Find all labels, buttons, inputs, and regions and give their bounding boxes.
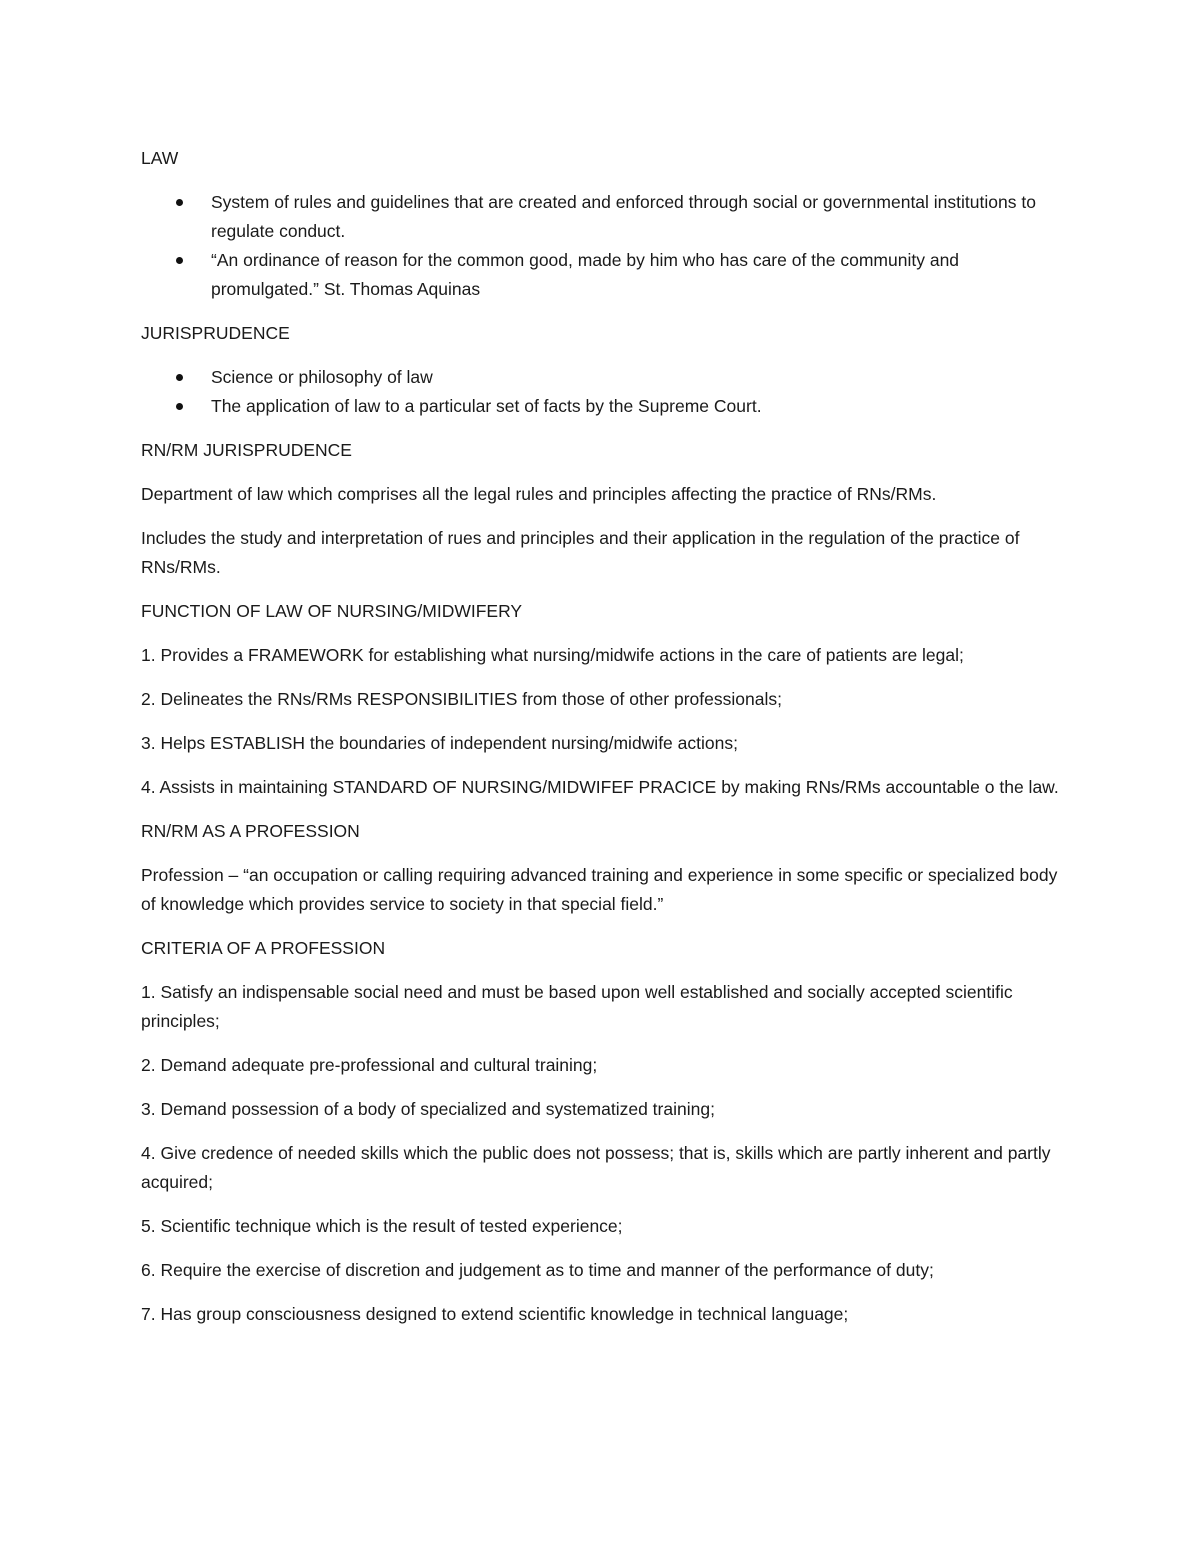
heading-rn-rm-jurisprudence: RN/RM JURISPRUDENCE <box>141 440 352 460</box>
numbered-item: 2. Delineates the RNs/RMs RESPONSIBILITIES from those of other professionals; <box>141 689 782 709</box>
numbered-item: 4. Assists in maintaining STANDARD OF NURSING/MIDWIFEF PRACICE by making RNs/RMs accountable o the law. <box>141 777 1059 797</box>
bullet-icon <box>176 374 183 381</box>
paragraph: Department of law which comprises all the legal rules and principles affecting the practice of RNs/RMs. <box>141 484 937 504</box>
numbered-item: 3. Demand possession of a body of specialized and systematized training; <box>141 1099 715 1119</box>
numbered-item: 7. Has group consciousness designed to extend scientific knowledge in technical language; <box>141 1304 849 1324</box>
jurisprudence-bullet-list <box>141 363 1066 421</box>
list-item <box>141 363 1066 392</box>
list-item <box>141 246 1066 304</box>
bullet-icon <box>176 199 183 206</box>
heading-jurisprudence: JURISPRUDENCE <box>141 323 290 343</box>
law-bullet-text: “An ordinance of reason for the common good, made by him who has care of the community and promulgated.” St. Thomas Aquinas <box>211 250 960 299</box>
jurisprudence-bullet-text: The application of law to a particular set of facts by the Supreme Court. <box>211 396 762 416</box>
bullet-icon <box>176 403 183 410</box>
heading-law: LAW <box>141 148 179 168</box>
document-body <box>141 144 1066 1344</box>
numbered-item: 6. Require the exercise of discretion and judgement as to time and manner of the performance of duty; <box>141 1260 934 1280</box>
numbered-item: 1. Satisfy an indispensable social need and must be based upon well established and socially accepted scientific principles; <box>141 982 1013 1031</box>
bullet-icon <box>176 257 183 264</box>
law-bullet-list <box>141 188 1066 304</box>
numbered-item: 3. Helps ESTABLISH the boundaries of independent nursing/midwife actions; <box>141 733 738 753</box>
paragraph: Includes the study and interpretation of rues and principles and their application in the regulation of the practice of RNs/RMs. <box>141 528 1020 577</box>
law-bullet-text: System of rules and guidelines that are created and enforced through social or governmental institutions to regulate conduct. <box>211 192 1036 241</box>
heading-rn-rm-profession: RN/RM AS A PROFESSION <box>141 821 360 841</box>
numbered-item: 2. Demand adequate pre-professional and cultural training; <box>141 1055 598 1075</box>
numbered-item: 5. Scientific technique which is the result of tested experience; <box>141 1216 623 1236</box>
jurisprudence-bullet-text: Science or philosophy of law <box>211 367 433 387</box>
numbered-item: 4. Give credence of needed skills which the public does not possess; that is, skills which are partly inherent and partly acquired; <box>141 1143 1051 1192</box>
heading-function-of-law: FUNCTION OF LAW OF NURSING/MIDWIFERY <box>141 601 523 621</box>
list-item <box>141 188 1066 246</box>
heading-criteria: CRITERIA OF A PROFESSION <box>141 938 386 958</box>
list-item <box>141 392 1066 421</box>
numbered-item: 1. Provides a FRAMEWORK for establishing what nursing/midwife actions in the care of patients are legal; <box>141 645 964 665</box>
paragraph: Profession – “an occupation or calling requiring advanced training and experience in some specific or specialized body of knowledge which provides service to society in that special field.” <box>141 865 1058 914</box>
